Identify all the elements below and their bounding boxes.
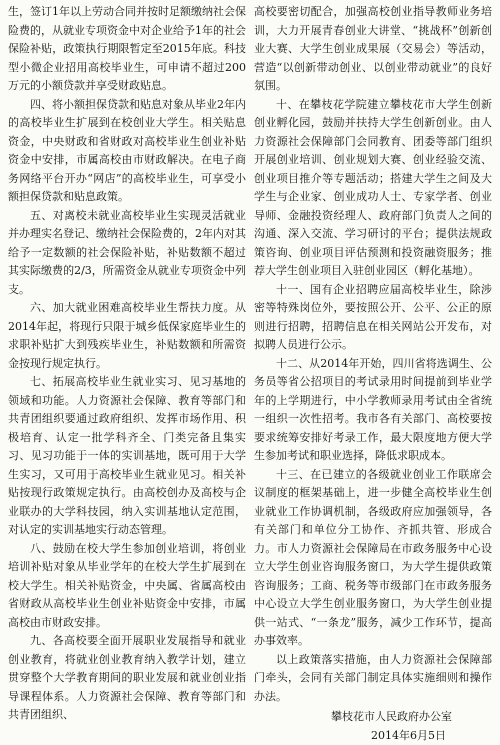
left-column <box>8 3 246 725</box>
issuing-organization: 攀枝花市人民政府办公室 <box>254 708 492 727</box>
left-intro-text: 生，签订1年以上劳动合同并按时足额缴纳社会保险费的，从就业专项资金中对企业给予1年的社会保险补贴，政策执行期限暂定至2015年底。科技型小微企业招用高校毕业生，可申请不超过200万元的小额贷款并享受财政贴息。 <box>8 3 246 96</box>
policy-item-9: 九、各高校要全面开展职业发展指导和就业创业教育，将就业创业教育纳入教学计划，建立贯穿整个大学教育期间的职业发展和就业创业指导课程体系。人力资源社会保障、教育等部门和共青团组织、 <box>8 632 246 725</box>
policy-item-13: 十三、在已建立的各级就业创业工作联席会议制度的框架基础上，进一步健全高校毕业生创业就业工作协调机制，各级政府应加强领导，各有关部门和单位分工协作、齐抓共管、形成合力。市人力资源社会保障局在市政务服务中心设立大学生创业咨询服务窗口，为大学生提供政策咨询服务；工商、税务等市级部门在市政务服务中心设立大学生创业服务窗口，为大学生创业提供一站式、“一条龙”服务，减少工作环节，提高办事效率。 <box>254 466 492 651</box>
policy-item-11: 十一、国有企业招聘应届高校毕业生，除涉密等特殊岗位外，要按照公开、公平、公正的原则进行招聘，招聘信息在相关网站公开发布，对拟聘人员进行公示。 <box>254 281 492 355</box>
policy-item-7: 七、拓展高校毕业生就业实习、见习基地的领域和功能。人力资源社会保障、教育等部门和共青团组织要通过政府组织、发挥市场作用、积极培育、认定一批学科齐全、门类完备且集实习、见习功能于一体的实训基地，既可用于大学生实习，又可用于高校毕业生就业见习。相关补贴按现行政策规定执行。由高校创办及高校与企业联办的大学科技园，纳入实训基地认定范围，对认定的实训基地实行动态管理。 <box>8 373 246 540</box>
issue-date: 2014年6月5日 <box>254 727 492 745</box>
policy-item-4: 四、将小额担保贷款和贴息对象从毕业2年内的高校毕业生扩展到在校创业大学生。相关贴息资金，中央财政和省财政对高校毕业生创业补贴资金中安排，市属高校由市财政解决。在电子商务网络平台开办“网店”的高校毕业生，可享受小额担保贷款和贴息政策。 <box>8 96 246 207</box>
policy-item-8: 八、鼓励在校大学生参加创业培训，将创业培训补贴对象从毕业学年的在校大学生扩展到在校大学生。相关补贴资金，中央属、省属高校由省财政从高校毕业生创业补贴资金中安排，市属高校由市财政安排。 <box>8 540 246 633</box>
signoff-block <box>254 708 492 745</box>
right-column <box>254 3 492 745</box>
policy-item-10: 十、在攀枝花学院建立攀枝花市大学生创新创业孵化园，鼓励并扶持大学生创新创业。由人力资源社会保障部门会同教育、团委等部门组织开展创业培训、创业规划大赛、创业经验交流、创业项目推介等专题活动；搭建大学生之间及大学生与企业家、创业成功人士、专家学者、创业导师、金融投资经理人、政府部门负责人之间的沟通、深入交流、学习研讨的平台；提供法规政策咨询、创业项目评估预测和投资融资服务；推荐大学生创业项目入驻创业园区（孵化基地）。 <box>254 96 492 281</box>
policy-item-5: 五、对离校未就业高校毕业生实现灵活就业并办理实名登记、缴纳社会保险费的，2年内对其给予一定数额的社会保险补贴，补贴数额不超过其实际缴费的2/3，所需资金从就业专项资金中列支。 <box>8 207 246 300</box>
policy-item-12: 十二、从2014年开始，四川省将选调生、公务员等省公招项目的考试录用时间提前到毕业学年的上学期进行，中小学教师录用考试由全省统一组织一次性招考。我市各有关部门、高校要按要求统筹安排好考录工作，最大限度地方便大学生参加考试和职业选择，降低求职成本。 <box>254 355 492 466</box>
closing-statement: 以上政策落实措施，由人力资源社会保障部门牵头，会同有关部门制定具体实施细则和操作办法。 <box>254 651 492 707</box>
right-intro-text: 高校要密切配合，加强高校创业指导教师业务培训，大力开展青春创业大讲堂、“挑战杯”创新创业大赛、大学生创业成果展（交易会）等活动，营造“以创新带动创业、以创业带动就业”的良好氛围。 <box>254 3 492 96</box>
policy-item-6: 六、加大就业困难高校毕业生帮扶力度。从2014年起，将现行只限于城乡低保家庭毕业生的求职补贴扩大到残疾毕业生，补贴数额和所需资金按现行规定执行。 <box>8 299 246 373</box>
